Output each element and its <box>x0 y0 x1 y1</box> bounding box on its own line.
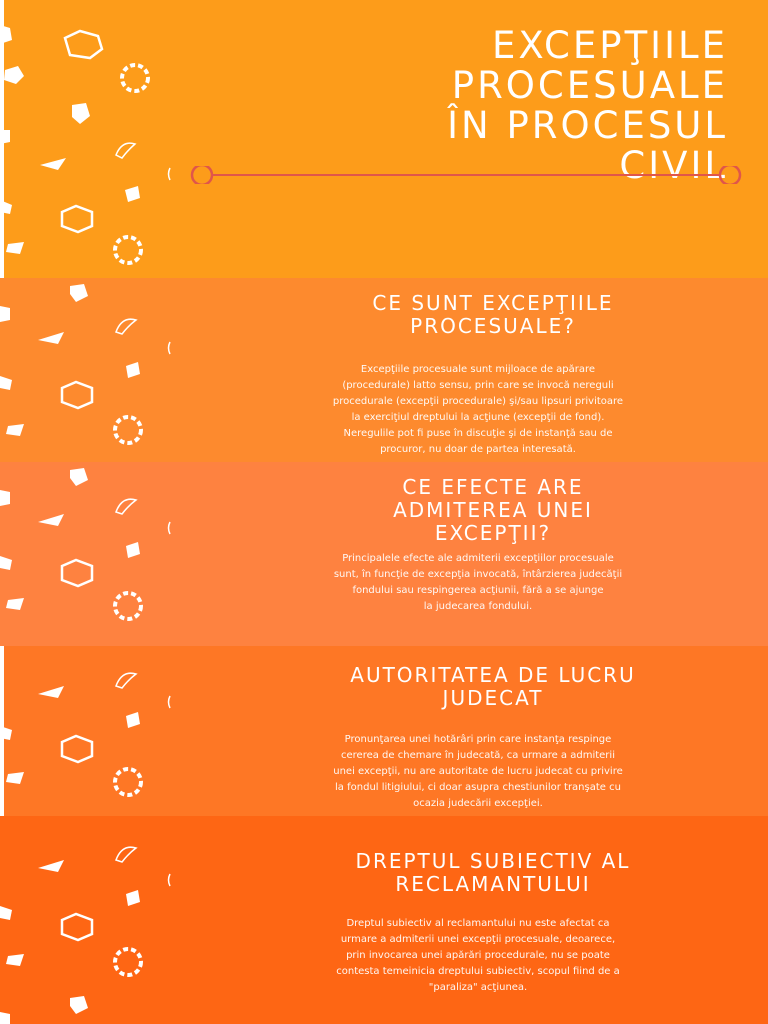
section-1 <box>258 292 698 458</box>
title-line-3: ÎN PROCESUL <box>447 104 728 147</box>
section-3-body-line: cererea de chemare în judecată, ca urmare a admiterii <box>341 750 615 761</box>
section-1-body-line: la exerciţiul dreptului la acţiune (excepţii de fond). <box>351 412 605 423</box>
section-band-1 <box>0 278 768 462</box>
section-2-body <box>258 551 698 615</box>
title-divider <box>190 166 742 184</box>
section-band-3 <box>0 646 768 816</box>
section-3 <box>258 664 698 812</box>
decorative-pattern-icon <box>0 646 180 816</box>
section-3-body-line: unei excepţii, nu are autoritate de lucru judecat cu privire <box>333 766 623 777</box>
decorative-pattern-icon <box>0 816 180 1024</box>
section-3-body-line: ocazia judecării excepţiei. <box>413 798 543 809</box>
section-1-body-line: Excepţiile procesuale sunt mijloace de apărare <box>360 364 596 375</box>
title-line-2: PROCESUALE <box>451 64 728 107</box>
section-4-heading-line-2: RECLAMANTULUI <box>395 872 591 896</box>
section-3-body-line: la fondul litigiului, ci doar asupra chestiunilor tranşate cu <box>335 782 621 793</box>
section-1-body-line: procedurale (excepţii procedurale) şi/sau lipsuri privitoare <box>332 396 624 407</box>
section-3-body-line: Pronunţarea unei hotărâri prin care instanţa respinge <box>344 734 612 745</box>
decorative-pattern-icon <box>0 0 180 278</box>
section-2 <box>258 476 698 615</box>
section-1-body-line: (procedurale) latto sensu, prin care se invocă nereguli <box>342 380 614 391</box>
title-line-1: EXCEPŢIILE <box>492 24 728 67</box>
section-4-body-line: contesta temeinicia dreptului subiectiv, scopul fiind de a <box>336 966 620 977</box>
section-4-body-line: Dreptul subiectiv al reclamantului nu este afectat ca <box>346 918 610 929</box>
section-2-body-line: fondului sau respingerea acţiunii, fără a se ajunge <box>352 585 604 596</box>
decorative-pattern-icon <box>0 462 180 646</box>
section-1-body <box>258 362 698 458</box>
page-title <box>447 26 728 186</box>
section-4-body-line: "paraliza" acţiunea. <box>428 982 528 993</box>
section-4-heading-line-1: DREPTUL SUBIECTIV AL <box>355 849 631 873</box>
section-4-body-line: prin invocarea unei apărări procedurale, nu se poate <box>346 950 610 961</box>
section-1-heading-line-1: CE SUNT EXCEPŢIILE <box>372 291 614 315</box>
section-2-heading-line-1: CE EFECTE ARE <box>402 475 584 499</box>
title-line-4: CIVIL <box>619 144 728 187</box>
section-3-body <box>258 732 698 812</box>
title-band <box>0 0 768 278</box>
section-2-body-line: la judecarea fondului. <box>423 601 533 612</box>
section-2-body-line: Principalele efecte ale admiterii excepţiilor procesuale <box>342 553 614 564</box>
section-band-2 <box>0 462 768 646</box>
section-2-heading-line-3: EXCEPŢII? <box>434 521 552 545</box>
section-4-body-line: urmare a admiterii unei excepţii procesuale, deoarece, <box>340 934 616 945</box>
decorative-pattern-icon <box>0 278 180 462</box>
section-4 <box>258 850 698 996</box>
section-4-body <box>258 916 698 996</box>
section-2-heading-line-2: ADMITEREA UNEI <box>393 498 593 522</box>
section-band-4 <box>0 816 768 1024</box>
section-1-body-line: procuror, nu doar de partea interesată. <box>380 444 576 455</box>
section-1-heading-line-2: PROCESUALE? <box>410 314 576 338</box>
section-2-body-line: sunt, în funcţie de excepţia invocată, întârzierea judecăţii <box>333 569 623 580</box>
section-3-heading-line-1: AUTORITATEA DE LUCRU <box>350 663 636 687</box>
section-1-body-line: Neregulile pot fi puse în discuţie şi de instanţă sau de <box>343 428 613 439</box>
section-3-heading-line-2: JUDECAT <box>442 686 544 710</box>
